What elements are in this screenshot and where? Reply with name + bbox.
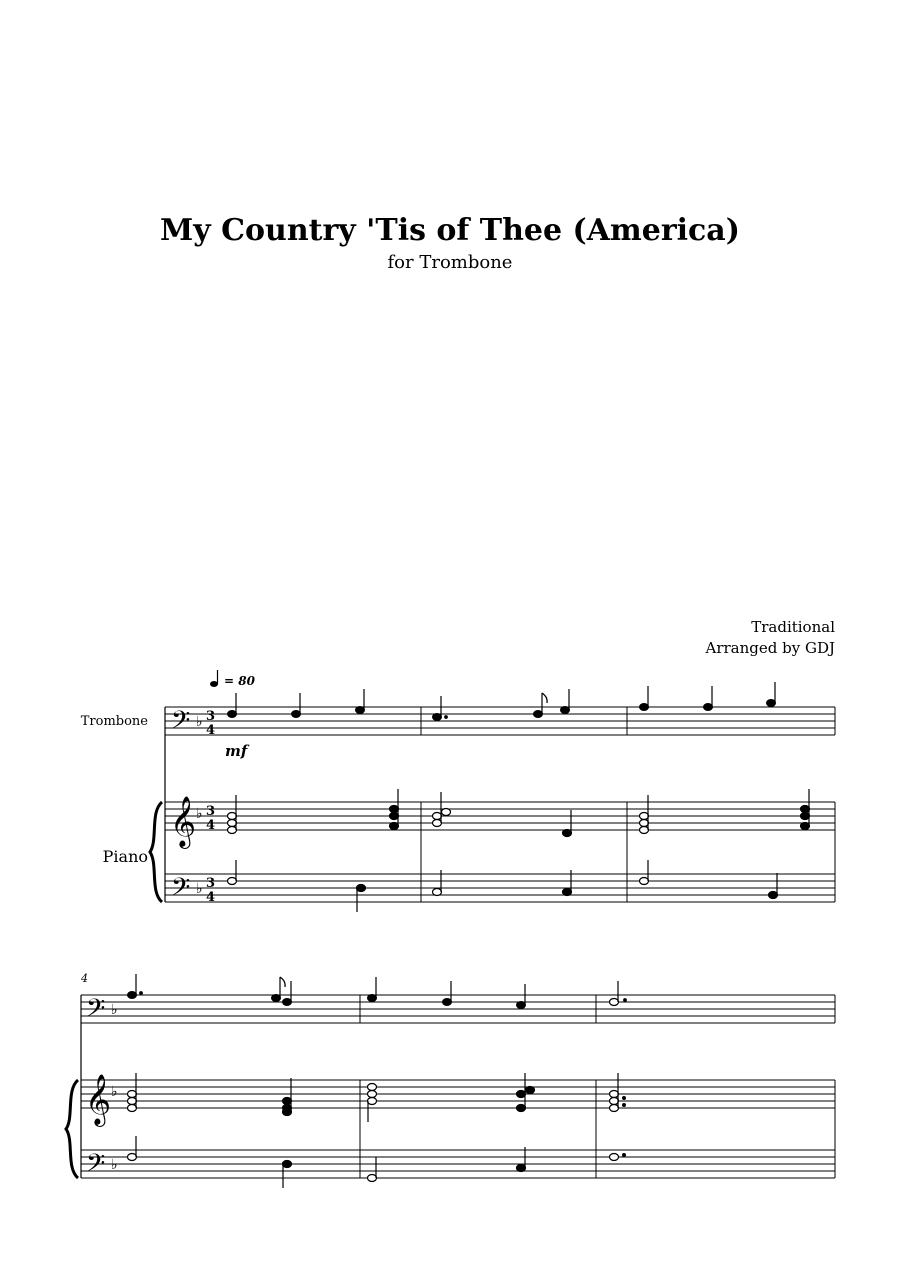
treble-clef-icon: 𝄞 <box>85 1074 112 1125</box>
flat-symbol: ♭ <box>111 1157 118 1173</box>
system-2 <box>66 972 835 1188</box>
flat-symbol: ♭ <box>196 806 203 822</box>
tempo-marking <box>210 670 256 688</box>
piano-brace-icon <box>66 1080 78 1178</box>
composer-credit: Traditional <box>751 618 835 636</box>
piano-treble-notes-system-1 <box>228 789 810 837</box>
piano-bass-staff-2 <box>81 1150 835 1178</box>
bass-clef-icon: 𝄢 <box>171 706 191 741</box>
piano-brace-icon <box>150 802 162 902</box>
time-sig-numerator: 3 <box>206 876 216 891</box>
bass-clef-icon: 𝄢 <box>86 994 106 1029</box>
dynamic-marking: mf <box>225 742 248 760</box>
system-1 <box>81 682 835 912</box>
time-sig-denominator: 4 <box>206 818 216 833</box>
barlines-system-1 <box>421 707 835 902</box>
trombone-staff-2 <box>81 995 835 1023</box>
piano-treble-staff-1 <box>165 802 835 830</box>
score-title: My Country 'Tis of Thee (America) <box>160 213 740 248</box>
flat-symbol: ♭ <box>196 881 203 897</box>
tempo-value: = 80 <box>224 674 255 688</box>
flat-symbol: ♭ <box>196 714 203 730</box>
flat-symbol: ♭ <box>111 1002 118 1018</box>
piano-bass-notes-system-1 <box>228 860 778 912</box>
piano-bass-notes-system-2 <box>128 1136 626 1188</box>
piano-bass-staff-1 <box>165 874 835 902</box>
measure-number: 4 <box>81 972 88 985</box>
score-subtitle: for Trombone <box>387 252 513 273</box>
trombone-notes-system-2 <box>128 974 627 1009</box>
quarter-note-icon <box>210 681 218 687</box>
time-sig-denominator: 4 <box>206 723 216 738</box>
bass-clef-icon: 𝄢 <box>86 1149 106 1184</box>
flat-symbol: ♭ <box>111 1084 118 1100</box>
time-sig-denominator: 4 <box>206 890 216 905</box>
instrument-label-piano: Piano <box>102 847 148 866</box>
time-sig-numerator: 3 <box>206 804 216 819</box>
treble-clef-icon: 𝄞 <box>170 796 197 847</box>
instrument-label-trombone: Trombone <box>80 714 148 729</box>
arranger-credit: Arranged by GDJ <box>705 639 835 657</box>
trombone-staff-1 <box>165 707 835 735</box>
trombone-notes-system-1 <box>228 682 776 721</box>
time-sig-numerator: 3 <box>206 709 216 724</box>
bass-clef-icon: 𝄢 <box>171 873 191 908</box>
piano-treble-staff-2 <box>81 1080 835 1108</box>
